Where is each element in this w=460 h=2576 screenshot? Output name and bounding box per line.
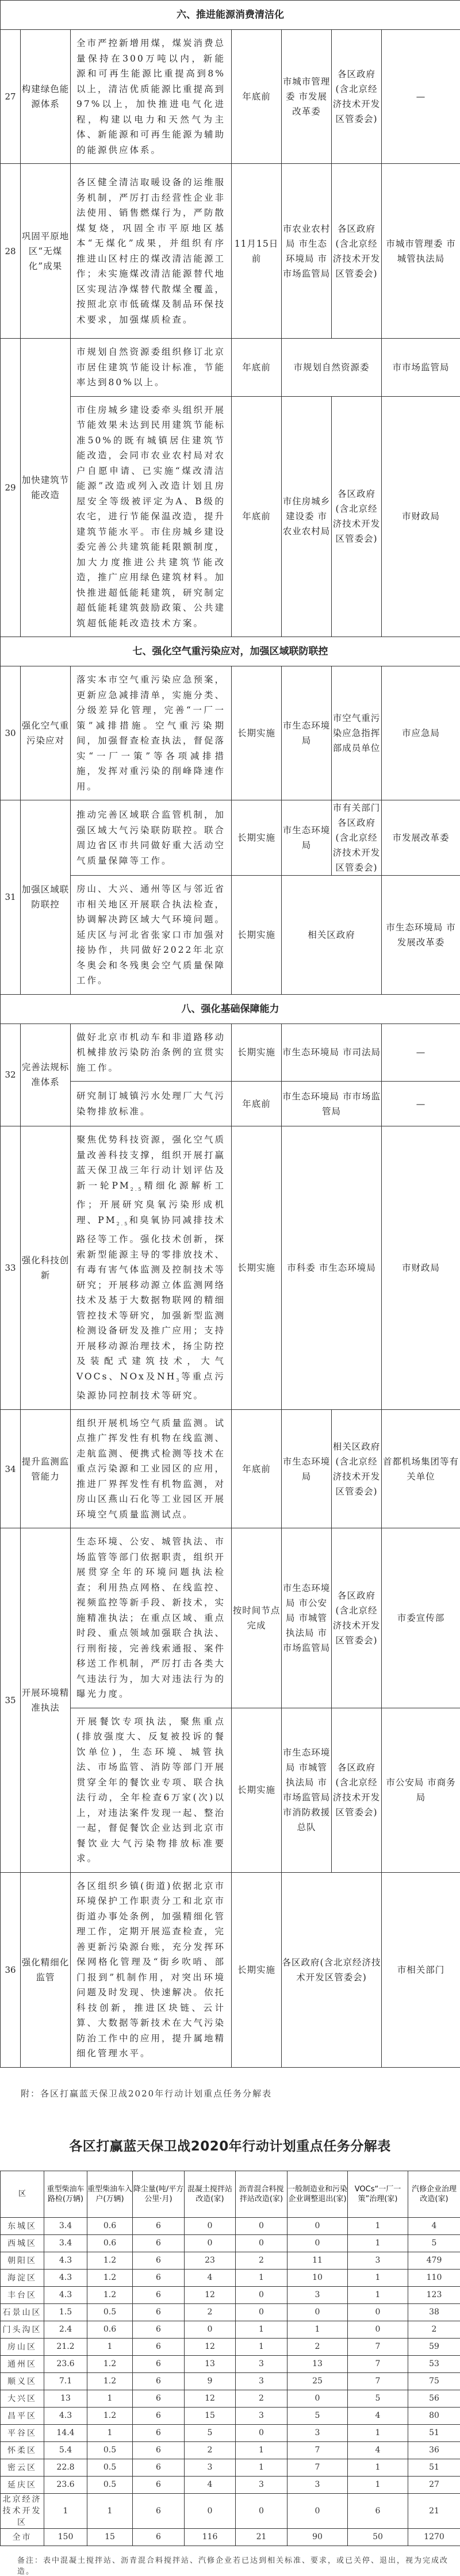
table-cell: 1 xyxy=(87,2390,133,2407)
table-cell: 1 xyxy=(348,2217,408,2234)
table-cell: 75 xyxy=(408,2372,460,2390)
task-deadline: 年底前 xyxy=(232,339,282,397)
table-cell: 7 xyxy=(348,2372,408,2390)
table-cell: 1.2 xyxy=(87,2252,133,2269)
responsible-unit: 市有关部门 各区政府(含北京经济技术开发区管委会) xyxy=(332,800,382,876)
task-description: 市住房城乡建设委牵头组织开展节能效果未达到民用建筑节能标准50%的既有城镇居住建筑节能改造，会同市农业农村局对农户自愿申请、已实施“煤改清洁能源”改造或列入改造计划且房屋安全等级被评定为A、B级的农宅，进行节能保温改造，提升建筑节能水平。市住房城乡建设委完善公共建筑能耗限额制度，加大力度推进公共建筑节能改造，推广应用绿色建筑材料。加快推进超低能耗建筑，研究制定超低能耗建筑鼓励政策、公共建筑超低能耗改造技术方案。 xyxy=(71,396,232,637)
lead-unit: 市生态环境局 xyxy=(282,800,332,876)
task-description: 组织开展机场空气质量监测。试点推广挥发性有机物在线监测、走航监测、便携式检测等技术在重点污染源和工业园区的应用，推进厂界挥发性有机物监测，对房山区燕山石化等工业园区开展环境空气质量监测试点。 xyxy=(71,1409,232,1528)
cooperating-unit: 市财政局 xyxy=(382,1126,460,1410)
column-header: 重型柴油车路检(万辆) xyxy=(44,2171,87,2217)
table-cell: 7 xyxy=(288,2441,348,2459)
task-deadline: 长期实施 xyxy=(232,666,282,800)
table-cell: 1 xyxy=(348,2234,408,2252)
task-name: 完善法规标准体系 xyxy=(21,1023,71,1126)
footnote: 备注：表中混凝土搅拌站、沥青混合料搅拌站、汽修企业若已达到相关标准、要求，或已关停、退出，视为完成改造。 xyxy=(0,2546,460,2576)
table-cell: 0 xyxy=(236,2286,288,2303)
task-number: 31 xyxy=(1,800,21,995)
task-description: 全市严控新增用煤，煤炭消费总量保持在300万吨以内，新能源和可再生能源比重提高到8%以上，清洁优质能源比重提高到97%以上，加快推进电气化进程，构建以电力和天然气为主体、新能源和可再生能源为辅助的能源供应体系。 xyxy=(71,30,232,164)
table-cell: 479 xyxy=(408,2252,460,2269)
cooperating-unit: 市公安局 市商务局 xyxy=(382,1708,460,1872)
table-cell: 90 xyxy=(288,2528,348,2546)
table-cell: 6 xyxy=(133,2355,185,2372)
table-cell: 1 xyxy=(236,2321,288,2338)
task-deadline: 11月15日前 xyxy=(232,164,282,339)
cooperating-unit: 市生态环境局 市发展改革委 xyxy=(382,876,460,995)
table-cell: 3 xyxy=(348,2252,408,2269)
task-deadline: 年底前 xyxy=(232,1409,282,1528)
task-description: 聚焦优势科技资源，强化空气质量改善科技支撑，组织开展打赢蓝天保卫战三年行动计划评估及新一轮$PM_{2.5}$精细化源解析工作；开展研究臭氧污染形成机理、$PM_{2.5}$和臭氧协同减排技术路径等工作。强化技术创新，探索新型能源主导的零排放技术、有毒有害气体监测及控制技术等研究；开展移动源立体监测网络技术及基于大数据物联网的精细管控技术等研究，加强新型监测检测设备研发及推广应用；支持开展移动源治理技术，扬尘防控及装配式建筑技术，大气VOCs、NOx及$NH_3$等重点污染源协同控制技术等研究。 xyxy=(71,1126,232,1410)
table-cell: 3 xyxy=(236,2476,288,2493)
table-cell: 7 xyxy=(348,2338,408,2355)
table-cell: 22.8 xyxy=(44,2459,87,2476)
table-cell: 4 xyxy=(185,2269,236,2286)
task-number: 30 xyxy=(1,666,21,800)
task-description: 推动完善区域联合监管机制，加强区域大气污染联防联控。联合周边省区市共同做好重大活动空气质量保障等工作。 xyxy=(71,800,232,876)
table-row xyxy=(1,339,460,397)
table-row xyxy=(1,1528,460,1708)
table-cell: 1 xyxy=(288,2321,348,2338)
table-cell: 0 xyxy=(236,2493,288,2528)
lead-unit: 市规划自然资源委 xyxy=(282,339,382,397)
task-name: 加强区域联防联控 xyxy=(21,800,71,995)
district-name: 西城区 xyxy=(1,2234,44,2252)
table-cell: 6 xyxy=(133,2493,185,2528)
table-cell: 6 xyxy=(133,2269,185,2286)
table-cell: 15 xyxy=(87,2528,133,2546)
table-cell: 0 xyxy=(236,2303,288,2321)
table-cell: 50 xyxy=(348,2528,408,2546)
table-row xyxy=(1,30,460,164)
table-cell: 14.4 xyxy=(44,2424,87,2441)
table-cell: 7 xyxy=(288,2459,348,2476)
table-cell: 3.4 xyxy=(44,2217,87,2234)
table-cell: 6 xyxy=(348,2493,408,2528)
table-cell: 51 xyxy=(408,2459,460,2476)
task-name: 构建绿色能源体系 xyxy=(21,30,71,164)
district-table xyxy=(0,2171,460,2546)
task-deadline: 长期实施 xyxy=(232,876,282,995)
table-row xyxy=(1,2493,460,2528)
lead-unit: 市生态环境局 市司法局 xyxy=(282,1023,382,1082)
task-name: 巩固平原地区“无煤化”成果 xyxy=(21,164,71,339)
table-cell: 6 xyxy=(133,2372,185,2390)
table-cell: 2.4 xyxy=(44,2321,87,2338)
lead-unit: 市住房城乡建设委 市农业农村局 xyxy=(282,396,332,637)
cooperating-unit: 市委宣传部 xyxy=(382,1528,460,1708)
table-cell: 4 xyxy=(348,2407,408,2424)
table-cell: 11 xyxy=(288,2252,348,2269)
task-deadline: 年底前 xyxy=(232,1082,282,1126)
table-cell: 3 xyxy=(288,2476,348,2493)
responsible-unit: 各区政府(含北京经济技术开发区管委会) xyxy=(332,164,382,339)
table-cell: 1.2 xyxy=(87,2355,133,2372)
cooperating-unit: — xyxy=(382,1082,460,1126)
table-cell: 1 xyxy=(348,2424,408,2441)
table-cell: 6 xyxy=(133,2476,185,2493)
table-row xyxy=(1,2424,460,2441)
cooperating-unit: 市市场监管局 xyxy=(382,339,460,397)
district-table-title: 各区打赢蓝天保卫战2020年行动计划重点任务分解表 xyxy=(0,2121,460,2171)
table-row xyxy=(1,2390,460,2407)
table-row xyxy=(1,2286,460,2303)
table-row xyxy=(1,2234,460,2252)
district-name: 门头沟区 xyxy=(1,2321,44,2338)
table-cell: 59 xyxy=(408,2338,460,2355)
district-name: 通州区 xyxy=(1,2355,44,2372)
table-cell: 0 xyxy=(288,2390,348,2407)
table-row xyxy=(1,1126,460,1410)
table-cell: 23 xyxy=(185,2252,236,2269)
table-row xyxy=(1,2269,460,2286)
district-name: 全市 xyxy=(1,2528,44,2546)
task-description: 各区组织乡镇(街道)依据北京市环境保护工作职责分工和北京市街道办事处条例，加强精细化管理工作，定期开展巡查检查，完善更新污染源台账，充分发挥环保网格化管理及“街乡吹哨、部门报到”机制作用，对突出环境问题及时发现、快速解决。依托科技创新，推进区块链、云计算、大数据等新技术在大气污染防治工作中的应用，提升属地精细化管理水平。 xyxy=(71,1872,232,2067)
table-cell: 1 xyxy=(348,2269,408,2286)
table-cell: 0 xyxy=(348,2303,408,2321)
responsible-unit: 各区政府(含北京经济技术开发区管委会) xyxy=(332,30,382,164)
task-description: 做好北京市机动车和非道路移动机械排放污染防治条例的宣贯实施工作。 xyxy=(71,1023,232,1082)
table-cell: 0 xyxy=(236,2217,288,2234)
table-cell: 7.1 xyxy=(44,2372,87,2390)
table-cell: 25 xyxy=(288,2372,348,2390)
task-deadline: 长期实施 xyxy=(232,1872,282,2067)
task-description: 研究制订城镇污水处理厂大气污染物排放标准。 xyxy=(71,1082,232,1126)
table-cell: 21 xyxy=(408,2493,460,2528)
table-cell: 6 xyxy=(133,2234,185,2252)
table-cell: 36 xyxy=(408,2441,460,2459)
table-cell: 6 xyxy=(133,2321,185,2338)
table-cell: 4 xyxy=(408,2217,460,2234)
task-description: 开展餐饮专项执法，聚焦重点(排放强度大、反复被投诉的餐饮单位)，生态环境、城管执法、市场监管、消防等部门开展贯穿全年的餐饮业专项、联合执法行动，全年检查6万家(次)以上，对违法案件发现一起、整治一起，督促餐饮企业达到北京市餐饮业大气污染物排放标准要求。 xyxy=(71,1708,232,1872)
table-cell: 1.2 xyxy=(87,2269,133,2286)
district-name: 丰台区 xyxy=(1,2286,44,2303)
table-cell: 150 xyxy=(44,2528,87,2546)
table-cell: 6 xyxy=(133,2407,185,2424)
district-name: 密云区 xyxy=(1,2459,44,2476)
section-header: 七、强化空气重污染应对，加强区域联防联控 xyxy=(1,637,460,666)
table-cell: 6 xyxy=(133,2303,185,2321)
district-name: 朝阳区 xyxy=(1,2252,44,2269)
column-header: 混凝土搅拌站改造(家) xyxy=(185,2171,236,2217)
cooperating-unit: — xyxy=(382,30,460,164)
district-name: 怀柔区 xyxy=(1,2441,44,2459)
table-cell: 4 xyxy=(348,2441,408,2459)
section-header: 八、强化基础保障能力 xyxy=(1,994,460,1023)
table-row xyxy=(1,1872,460,2067)
task-name: 开展环境精准执法 xyxy=(21,1528,71,1873)
table-cell: 0 xyxy=(185,2217,236,2234)
column-header: 降尘量(吨/平方公里·月) xyxy=(133,2171,185,2217)
task-description: 生态环境、公安、城管执法、市场监管等部门依据职责，组织开展贯穿全年的环境问题执法检查；利用热点网格、在线监控、视频监控等新手段、新技术，实施精准执法；在重点区域、重点时段、重点领域加强联合执法、行刑衔接，完善线索通报、案件移送工作机制，严厉打击各类大气违法行为，加大对违法行为的曝光力度。 xyxy=(71,1528,232,1708)
cooperating-unit: 市城市管理委 市城管执法局 xyxy=(382,164,460,339)
task-number: 36 xyxy=(1,1872,21,2067)
table-row xyxy=(1,1409,460,1528)
lead-unit: 各区政府(含北京经济技术开发区管委会) xyxy=(282,1872,382,2067)
table-row xyxy=(1,2407,460,2424)
cooperating-unit: 市发展改革委 xyxy=(382,800,460,876)
task-description: 市规划自然资源委组织修订北京市居住建筑节能设计标准，节能率达到80%以上。 xyxy=(71,339,232,397)
table-cell: 12 xyxy=(185,2390,236,2407)
task-description: 落实本市空气重污染应急预案，更新应急减排清单，实施分类、分级差异化管理，完善“一厂一策”减排措施。空气重污染期间，加强督查检查执法，督促落实“一厂一策”等各项减排措施，发挥对重污染的削峰降速作用。 xyxy=(71,666,232,800)
table-cell: 110 xyxy=(408,2269,460,2286)
column-header: 区 xyxy=(1,2171,44,2217)
table-cell: 80 xyxy=(408,2407,460,2424)
attachment-note: 附：各区打赢蓝天保卫战2020年行动计划重点任务分解表 xyxy=(0,2068,460,2121)
table-row xyxy=(1,2321,460,2338)
table-cell: 2 xyxy=(408,2321,460,2338)
table-header-row xyxy=(1,2171,460,2217)
cooperating-unit: 市财政局 xyxy=(382,396,460,637)
lead-unit: 相关区政府 xyxy=(282,876,382,995)
table-cell: 1 xyxy=(236,2269,288,2286)
table-row xyxy=(1,2217,460,2234)
table-cell: 1 xyxy=(44,2493,87,2528)
table-cell: 1 xyxy=(236,2338,288,2355)
table-cell: 0 xyxy=(236,2234,288,2252)
table-cell: 3 xyxy=(288,2424,348,2441)
table-cell: 1 xyxy=(236,2459,288,2476)
table-cell: 5 xyxy=(185,2424,236,2441)
table-row xyxy=(1,1023,460,1082)
table-cell: 3 xyxy=(288,2286,348,2303)
table-cell: 0.5 xyxy=(87,2476,133,2493)
column-header: 重型柴油车入户(万辆) xyxy=(87,2171,133,2217)
lead-unit: 市农业农村局 市生态环境局 市市场监管局 xyxy=(282,164,332,339)
table-cell: 10 xyxy=(288,2269,348,2286)
table-cell: 1 xyxy=(87,2338,133,2355)
table-cell: 2 xyxy=(236,2252,288,2269)
responsible-unit: 市空气重污染应急指挥部成员单位 xyxy=(332,666,382,800)
district-name: 延庆区 xyxy=(1,2476,44,2493)
district-table-body xyxy=(1,2217,460,2546)
table-cell: 0.5 xyxy=(87,2441,133,2459)
lead-unit: 市城市管理委 市发展改革委 xyxy=(282,30,332,164)
table-cell: 21.2 xyxy=(44,2338,87,2355)
table-cell: 6 xyxy=(133,2286,185,2303)
cooperating-unit: 首都机场集团等有关单位 xyxy=(382,1409,460,1528)
table-cell: 7 xyxy=(348,2355,408,2372)
table-cell: 0.5 xyxy=(87,2459,133,2476)
table-cell: 4.3 xyxy=(44,2252,87,2269)
table-cell: 5 xyxy=(408,2234,460,2252)
table-cell: 0 xyxy=(288,2234,348,2252)
table-row xyxy=(1,2372,460,2390)
task-deadline: 长期实施 xyxy=(232,1708,282,1872)
table-cell: 3 xyxy=(236,2407,288,2424)
table-cell: 0 xyxy=(236,2424,288,2441)
table-cell: 3.4 xyxy=(44,2234,87,2252)
table-cell: 4.3 xyxy=(44,2286,87,2303)
task-name: 加快建筑节能改造 xyxy=(21,339,71,637)
district-name: 大兴区 xyxy=(1,2390,44,2407)
table-cell: 1.2 xyxy=(87,2407,133,2424)
table-cell: 0 xyxy=(288,2303,348,2321)
task-description: 各区健全清洁取暖设备的运维服务机制，严厉打击经营性企业非法使用、销售燃煤行为，严防散煤复烧，巩固全市平原地区基本“无煤化”成果，并组织有序推进山区村庄的煤改清洁能源工作；未实施煤改清洁能源替代地区实现洁净煤替代散煤全覆盖，按照北京市低硫煤及制品环保技术要求，加强煤质检查。 xyxy=(71,164,232,339)
table-cell: 0.5 xyxy=(87,2303,133,2321)
district-name: 石景山区 xyxy=(1,2303,44,2321)
table-cell: 123 xyxy=(408,2286,460,2303)
lead-unit: 市生态环境局 xyxy=(282,1409,332,1528)
district-name: 平谷区 xyxy=(1,2424,44,2441)
table-cell: 56 xyxy=(408,2390,460,2407)
table-cell: 1.5 xyxy=(44,2303,87,2321)
task-number: 34 xyxy=(1,1409,21,1528)
district-name: 顺义区 xyxy=(1,2372,44,2390)
task-name: 强化空气重污染应对 xyxy=(21,666,71,800)
table-cell: 13 xyxy=(44,2390,87,2407)
table-cell: 1270 xyxy=(408,2528,460,2546)
table-cell: 1 xyxy=(236,2441,288,2459)
table-cell: 6 xyxy=(133,2217,185,2234)
table-cell: 1 xyxy=(87,2493,133,2528)
task-description: 房山、大兴、通州等区与邻近省市相关地区开展联合执法检查，协调解决跨区域大气环境问题。延庆区与河北省张家口市加强对接协作，共同做好2022年北京冬奥会和冬残奥会空气质量保障工作。 xyxy=(71,876,232,995)
table-cell: 13 xyxy=(185,2355,236,2372)
table-cell: 4.3 xyxy=(44,2407,87,2424)
table-cell: 51 xyxy=(408,2424,460,2441)
table-cell: 3 xyxy=(236,2372,288,2390)
table-cell: 6 xyxy=(133,2459,185,2476)
table-cell: 2 xyxy=(185,2303,236,2321)
table-cell: 6 xyxy=(133,2424,185,2441)
table-cell: 0.6 xyxy=(87,2234,133,2252)
column-header: VOCs“一厂一策”治理(家) xyxy=(348,2171,408,2217)
lead-unit: 市生态环境局 市公安局 市城管执法局 市市场监管局 xyxy=(282,1528,332,1708)
table-cell: 21 xyxy=(236,2528,288,2546)
table-cell: 2 xyxy=(236,2390,288,2407)
cooperating-unit: 市相关部门 xyxy=(382,1872,460,2067)
table-row xyxy=(1,2441,460,2459)
district-name: 北京经济技术开发区 xyxy=(1,2493,44,2528)
table-cell: 0 xyxy=(185,2321,236,2338)
table-cell: 0.6 xyxy=(87,2321,133,2338)
table-cell: 5.4 xyxy=(44,2441,87,2459)
table-cell: 4.3 xyxy=(44,2269,87,2286)
table-cell: 5 xyxy=(288,2407,348,2424)
task-number: 27 xyxy=(1,30,21,164)
table-cell: 0.6 xyxy=(87,2217,133,2234)
table-cell: 0 xyxy=(288,2493,348,2528)
district-name: 昌平区 xyxy=(1,2407,44,2424)
responsible-unit: 相关区政府(含北京经济技术开发区管委会) xyxy=(332,1409,382,1528)
table-cell: 1 xyxy=(348,2286,408,2303)
table-cell: 3 xyxy=(236,2355,288,2372)
table-cell: 13 xyxy=(288,2355,348,2372)
table-cell: 1 xyxy=(348,2476,408,2493)
task-deadline: 长期实施 xyxy=(232,1023,282,1082)
table-cell: 23.6 xyxy=(44,2355,87,2372)
table-cell: 4 xyxy=(185,2476,236,2493)
table-cell: 12 xyxy=(185,2286,236,2303)
table-cell: 0 xyxy=(288,2217,348,2234)
table-cell: 6 xyxy=(133,2252,185,2269)
responsible-unit: 各区政府(含北京经济技术开发区管委会) xyxy=(332,1528,382,1708)
table-cell: 27 xyxy=(408,2476,460,2493)
responsible-unit: 各区政府(含北京经济技术开发区管委会) xyxy=(332,396,382,637)
task-number: 32 xyxy=(1,1023,21,1126)
table-cell: 0 xyxy=(348,2321,408,2338)
district-name: 房山区 xyxy=(1,2338,44,2355)
district-name: 海淀区 xyxy=(1,2269,44,2286)
responsible-unit: 各区政府(含北京经济技术开发区管委会) xyxy=(332,1708,382,1872)
task-name: 提升监测监管能力 xyxy=(21,1409,71,1528)
table-row xyxy=(1,2459,460,2476)
cooperating-unit: 市应急局 xyxy=(382,666,460,800)
column-header: 一般制造业和污染企业调整退出(家) xyxy=(288,2171,348,2217)
table-cell: 2 xyxy=(185,2441,236,2459)
table-cell: 15 xyxy=(185,2407,236,2424)
task-number: 28 xyxy=(1,164,21,339)
lead-unit: 市科委 市生态环境局 xyxy=(282,1126,382,1410)
table-cell: 1 xyxy=(87,2424,133,2441)
table-row xyxy=(1,164,460,339)
table-row xyxy=(1,2355,460,2372)
table-cell: 53 xyxy=(408,2355,460,2372)
table-cell: 38 xyxy=(408,2303,460,2321)
table-cell: 0 xyxy=(185,2493,236,2528)
task-name: 强化精细化监管 xyxy=(21,1872,71,2067)
table-row xyxy=(1,800,460,876)
table-row xyxy=(1,2338,460,2355)
table-cell: 6 xyxy=(133,2441,185,2459)
table-cell: 1.2 xyxy=(87,2372,133,2390)
table-cell: 23.6 xyxy=(44,2476,87,2493)
column-header: 沥青混合料搅拌站改造(家) xyxy=(236,2171,288,2217)
table-row xyxy=(1,2476,460,2493)
table-cell: 9 xyxy=(185,2372,236,2390)
table-cell: 3 xyxy=(185,2459,236,2476)
lead-unit: 市生态环境局 市市场监管局 xyxy=(282,1082,382,1126)
table-cell: 0 xyxy=(185,2234,236,2252)
table-cell: 116 xyxy=(185,2528,236,2546)
section-header: 六、推进能源消费清洁化 xyxy=(1,1,460,30)
cooperating-unit: — xyxy=(382,1023,460,1082)
table-cell: 2 xyxy=(288,2338,348,2355)
task-deadline: 年底前 xyxy=(232,30,282,164)
lead-unit: 市生态环境局 市城管执法局 市市场监管局 市消防救援总队 xyxy=(282,1708,332,1872)
table-cell: 6 xyxy=(133,2528,185,2546)
table-row xyxy=(1,2252,460,2269)
task-deadline: 按时间节点完成 xyxy=(232,1528,282,1708)
table-row xyxy=(1,2303,460,2321)
table-cell: 1 xyxy=(348,2459,408,2476)
district-name: 东城区 xyxy=(1,2217,44,2234)
task-deadline: 长期实施 xyxy=(232,1126,282,1410)
table-cell: 6 xyxy=(133,2338,185,2355)
task-name: 强化科技创新 xyxy=(21,1126,71,1410)
table-row xyxy=(1,666,460,800)
task-number: 33 xyxy=(1,1126,21,1410)
table-cell: 6 xyxy=(133,2390,185,2407)
task-number: 35 xyxy=(1,1528,21,1873)
table-cell: 1.2 xyxy=(87,2286,133,2303)
table-row xyxy=(1,2528,460,2546)
task-number: 29 xyxy=(1,339,21,637)
task-deadline: 长期实施 xyxy=(232,800,282,876)
task-deadline: 年底前 xyxy=(232,396,282,637)
table-cell: 12 xyxy=(185,2338,236,2355)
column-header: 汽修企业治理改造(家) xyxy=(408,2171,460,2217)
table-cell: 5 xyxy=(348,2390,408,2407)
lead-unit: 市生态环境局 xyxy=(282,666,332,800)
